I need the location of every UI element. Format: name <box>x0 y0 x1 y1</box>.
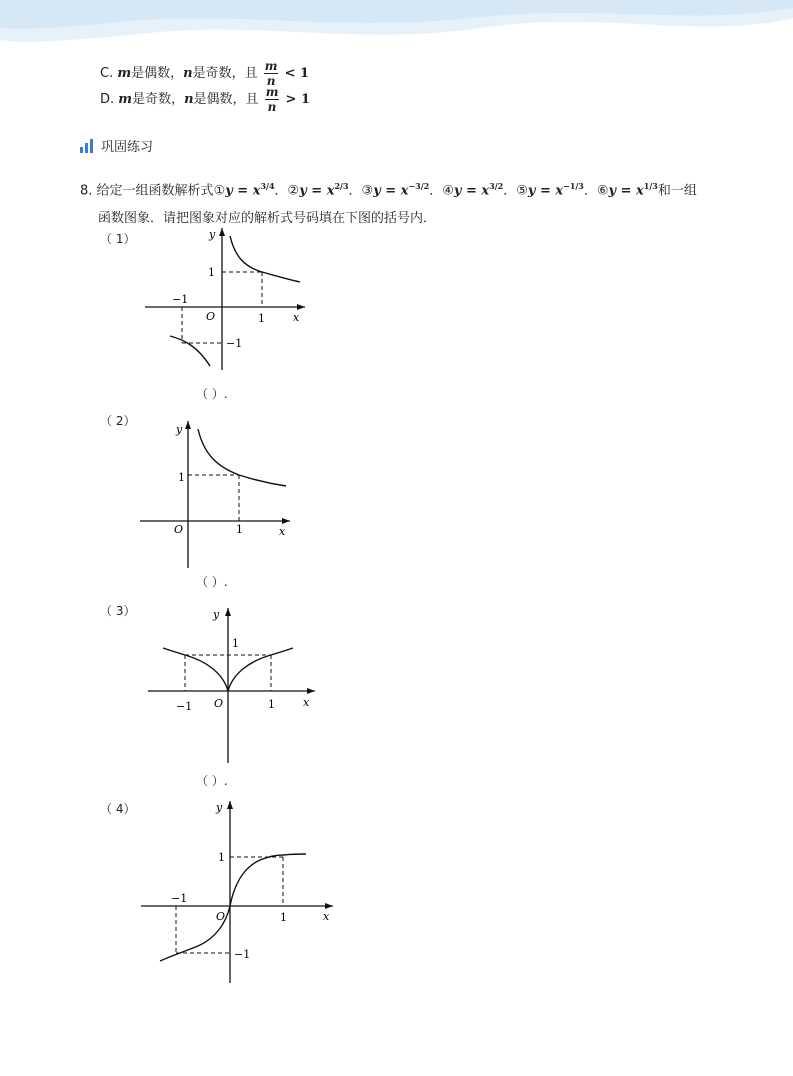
part-2-label: （ 2） <box>100 414 136 428</box>
option-d: D. m是奇数，n是偶数，且 $\frac{m}{n}$ > 1 <box>100 85 310 114</box>
tick-label-neg-1: −1 <box>172 293 189 306</box>
graph-3 <box>145 605 320 765</box>
x-axis-label: x <box>279 525 286 538</box>
tick-label-neg-1: −1 <box>171 892 188 905</box>
tick-label-1: 1 <box>218 851 225 864</box>
section-heading <box>80 136 153 155</box>
tick-label-1: 1 <box>280 911 287 924</box>
part-3-label: （ 3） <box>100 604 136 618</box>
tick-label-1: 1 <box>208 266 215 279</box>
x-axis-label: x <box>303 696 310 709</box>
graph-2 <box>138 415 298 570</box>
origin-label: O <box>174 523 184 536</box>
y-axis-label: y <box>176 423 183 436</box>
x-axis-label: x <box>293 311 300 324</box>
fraction-m-over-n: $\frac{m}{n}$ <box>264 59 278 88</box>
part-1-label: （ 1） <box>100 232 136 246</box>
tick-label-neg-1: −1 <box>176 700 193 713</box>
tick-label-neg-1: −1 <box>234 948 251 961</box>
bar-chart-icon <box>80 139 93 153</box>
y-axis-label: y <box>213 608 220 621</box>
section-title: 巩固练习 <box>101 140 154 155</box>
tick-label-1: 1 <box>268 698 275 711</box>
option-d-label: D. <box>100 92 115 107</box>
origin-label: O <box>216 910 226 923</box>
part-2-answer-blank[interactable]: （ ）. <box>196 575 228 589</box>
tick-label-1: 1 <box>178 471 185 484</box>
y-axis-label: y <box>216 801 223 814</box>
y-axis-label: y <box>209 228 216 241</box>
part-1-answer-blank[interactable]: （ ）. <box>196 387 228 401</box>
header-wave-decoration <box>0 0 793 60</box>
part-3-answer-blank[interactable]: （ ）. <box>196 774 228 788</box>
question-8-line-2: 函数图象．请把图象对应的解析式号码填在下图的括号内． <box>98 211 437 227</box>
part-4-label: （ 4） <box>100 802 136 816</box>
tick-label-1: 1 <box>232 637 239 650</box>
fraction-m-over-n: $\frac{m}{n}$ <box>265 85 279 114</box>
origin-label: O <box>214 697 224 710</box>
origin-label: O <box>206 310 216 323</box>
option-c: C. m是偶数，n是奇数，且 $\frac{m}{n}$ < 1 <box>100 59 310 88</box>
tick-label-1: 1 <box>236 523 243 536</box>
x-axis-label: x <box>323 910 330 923</box>
graph-4 <box>138 798 338 988</box>
tick-label-neg-1: −1 <box>226 337 243 350</box>
option-c-label: C. <box>100 66 114 81</box>
tick-label-1: 1 <box>258 312 265 325</box>
question-8-line-1: 8. 给定一组函数解析式①y = $x^{3/4}$．②y = $x^{2/3}$．③y = $x^{-3/2}$．④y = $x^{3/2}$．⑤y = $x^{-1/3}$．⑥y = $x^{1/3}$和一组 <box>80 181 697 199</box>
graph-1 <box>140 222 310 372</box>
